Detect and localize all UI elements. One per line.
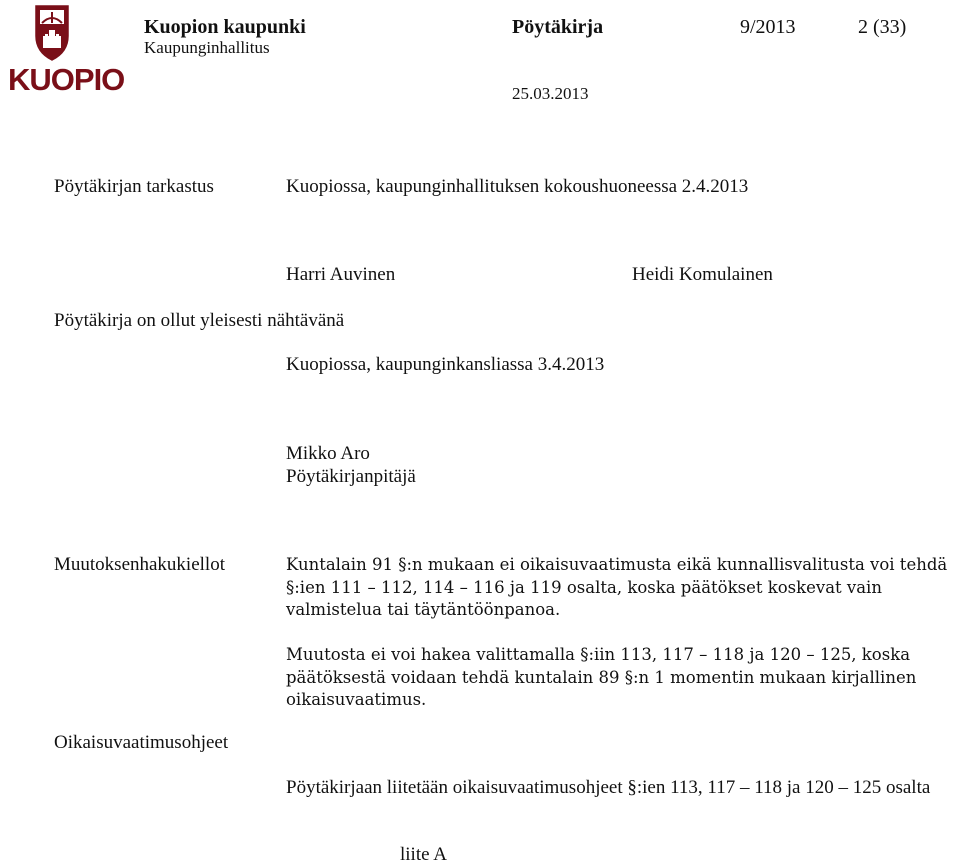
instructions-label: Oikaisuvaatimusohjeet	[54, 732, 229, 753]
appeal-paragraph-2: Muutosta ei voi hakea valittamalla §:iin 113, 117 – 118 ja 120 – 125, koska päätöksestä voidaan tehdä kuntalain 89 §:n 1 momentin mukaan kirjallinen oikaisuvaatimus.	[286, 645, 917, 709]
keeper-title: Pöytäkirjanpitäjä	[286, 466, 416, 487]
appeal-paragraph-1: Kuntalain 91 §:n mukaan ei oikaisuvaatimusta eikä kunnallisvalitusta voi tehdä §:ien 111 – 112, 114 – 116 ja 119 osalta, koska päätökset koskevat vain valmistelua tai täytäntöönpanoa.	[286, 555, 948, 619]
reviewer-2: Heidi Komulainen	[632, 264, 773, 285]
review-label: Pöytäkirjan tarkastus	[54, 176, 214, 197]
kuopio-coat-of-arms-logo	[4, 2, 125, 98]
instructions-text: Pöytäkirjaan liitetään oikaisuvaatimusohjeet §:ien 113, 117 – 118 ja 120 – 125 osalta	[286, 777, 931, 798]
appeal-label: Muutoksenhakukiellot	[54, 554, 225, 575]
coat-of-arms-icon	[4, 2, 100, 64]
meeting-date: 25.03.2013	[512, 84, 589, 103]
display-label: Pöytäkirja on ollut yleisesti nähtävänä	[54, 310, 345, 331]
keeper-name: Mikko Aro	[286, 443, 370, 464]
display-place-date: Kuopiossa, kaupunginkansliassa 3.4.2013	[286, 354, 605, 375]
document-number: 9/2013	[740, 16, 796, 38]
logo-text: KUOPIO	[8, 62, 125, 97]
unit-name: Kaupunginhallitus	[144, 38, 270, 57]
organization-name: Kuopion kaupunki	[144, 16, 306, 38]
attachment-reference: liite A	[400, 844, 447, 865]
page-count: 2 (33)	[858, 16, 907, 38]
review-place-date: Kuopiossa, kaupunginhallituksen kokoushuoneessa 2.4.2013	[286, 176, 749, 197]
reviewer-1: Harri Auvinen	[286, 264, 396, 285]
document-type: Pöytäkirja	[512, 16, 604, 38]
